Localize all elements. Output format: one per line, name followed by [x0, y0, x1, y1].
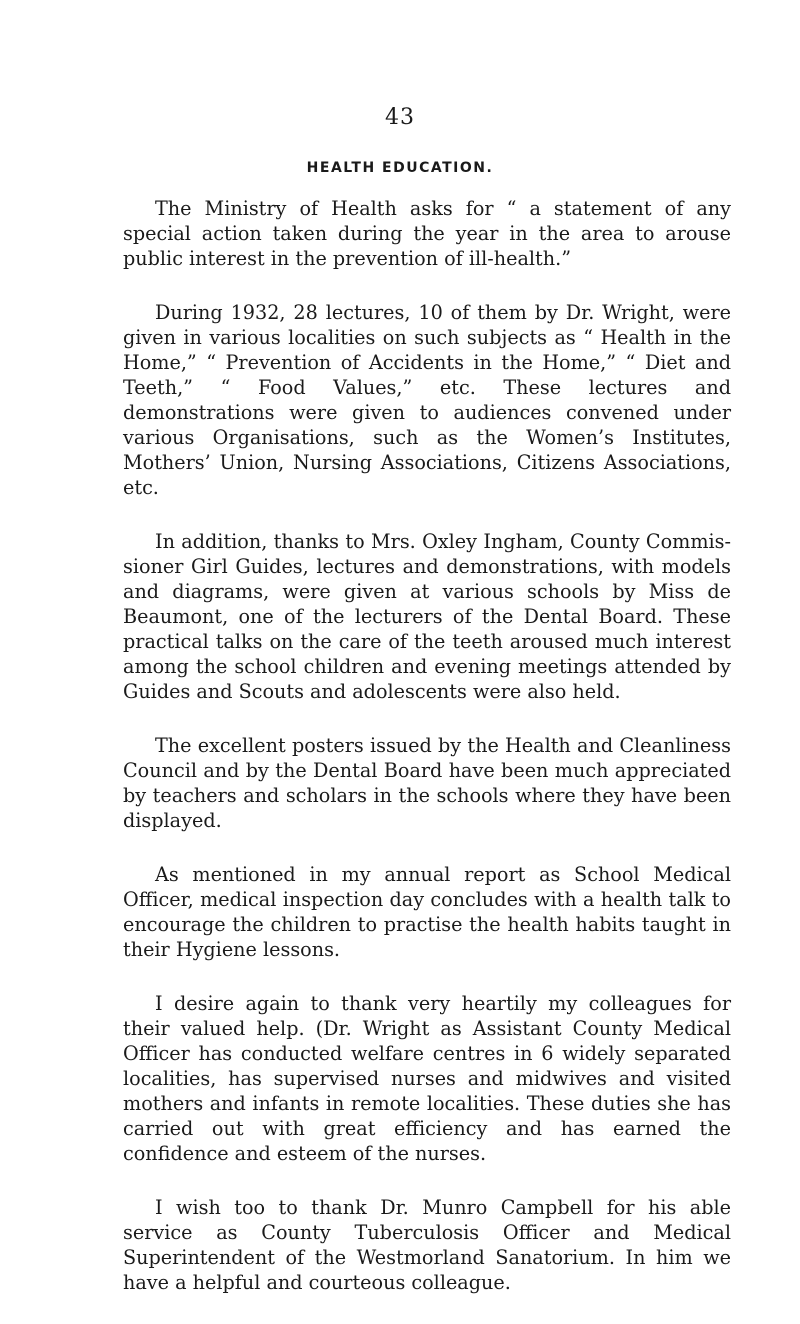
paragraph-posters: The excellent posters issued by the Health and Cleanliness Council and by the Dental Board have been much appreciated by teachers and scholars in the schools where they have been displayed.	[123, 734, 731, 832]
paragraph-ministry-request: The Ministry of Health asks for “ a statement of any special action taken during the year in the area to arouse public interest in the prevention of ill-health.”	[123, 197, 731, 270]
paragraph-thanks-colleagues: I desire again to thank very heartily my colleagues for their valued help. (Dr. Wright as Assistant County Medical Officer has conducted welfare centres in 6 widely separated localities, has supervised nurses and midwives and visited mothers and infants in remote localities. These duties she has carried out with great efficiency and has earned the confidence and esteem of the nurses.	[123, 992, 731, 1165]
paragraph-medical-inspection: As mentioned in my annual report as School Medical Officer, medical inspection day concludes with a health talk to encourage the children to practise the health habits taught in their Hygiene lessons.	[123, 863, 731, 961]
paragraph-thanks-campbell: I wish too to thank Dr. Munro Campbell for his able service as County Tuberculosis Officer and Medical Superintendent of the Westmorland Sanatorium. In him we have a helpful and courteous colleague.	[123, 1196, 731, 1294]
section-heading: HEALTH EDUCATION.	[306, 160, 494, 176]
paragraph-girl-guides-lectures: In addition, thanks to Mrs. Oxley Ingham, County Commissioner Girl Guides, lectures and demonstrations, with models and diagrams, were given at various schools by Miss de Beaumont, one of the lecturers of the Dental Board. These practical talks on the care of the teeth aroused much interest among the school children and evening meetings attended by Guides and Scouts and adolescents were also held.	[123, 530, 731, 703]
body-text	[123, 196, 731, 1324]
paragraph-lectures-1932: During 1932, 28 lectures, 10 of them by Dr. Wright, were given in various localities on such subjects as “ Health in the Home,” “ Prevention of Accidents in the Home,” “ Diet and Teeth,” “ Food Values,” etc. These lectures and demonstrations were given to audiences convened under various Organisations, such as the Women’s Institutes, Mothers’ Union, Nursing Associations, Citizens Associations, etc.	[123, 301, 731, 499]
page-number: 43	[385, 105, 415, 130]
